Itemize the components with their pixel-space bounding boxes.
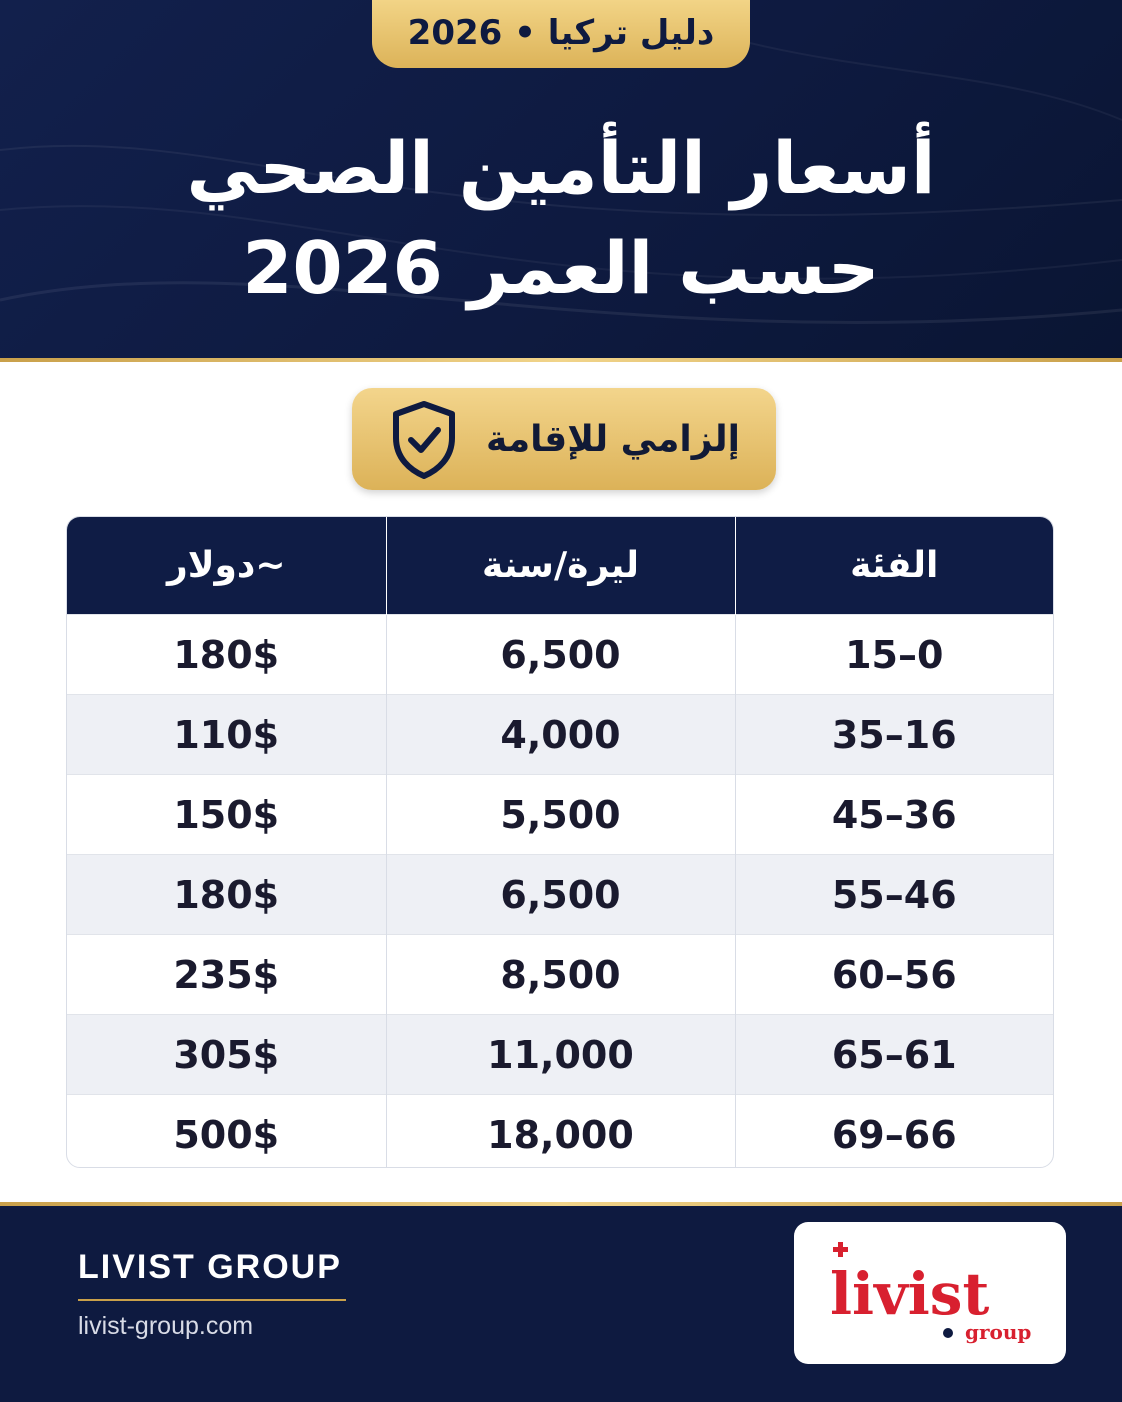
header-divider xyxy=(0,358,1122,362)
table-row xyxy=(67,855,1053,935)
brand-name: LIVIST GROUP xyxy=(78,1248,342,1286)
mandatory-residency-badge xyxy=(352,388,776,490)
table-row xyxy=(67,615,1053,695)
header-usd: ~دولار xyxy=(67,517,386,615)
header-banner xyxy=(0,0,1122,358)
website-link[interactable]: livist-group.com xyxy=(78,1312,254,1340)
header-age-group: الفئة xyxy=(735,517,1053,615)
logo-subtext: group xyxy=(965,1320,1032,1344)
usd-cell: 180$ xyxy=(67,855,386,935)
table-row xyxy=(67,1095,1053,1169)
age-cell: 56–60 xyxy=(735,935,1053,1015)
lira-cell: 8,500 xyxy=(386,935,735,1015)
lira-cell: 6,500 xyxy=(386,615,735,695)
table-header-row xyxy=(67,517,1053,615)
lira-cell: 5,500 xyxy=(386,775,735,855)
usd-cell: 500$ xyxy=(67,1095,386,1169)
header-lira-per-year: ليرة/سنة xyxy=(386,517,735,615)
lira-cell: 11,000 xyxy=(386,1015,735,1095)
lira-cell: 18,000 xyxy=(386,1095,735,1169)
age-cell: 0–15 xyxy=(735,615,1053,695)
table-row xyxy=(67,935,1053,1015)
table-row xyxy=(67,1015,1053,1095)
usd-cell: 150$ xyxy=(67,775,386,855)
shield-check-icon xyxy=(388,398,460,480)
age-cell: 46–55 xyxy=(735,855,1053,935)
price-table xyxy=(66,516,1054,1168)
lira-cell: 6,500 xyxy=(386,855,735,935)
logo-wordmark: livist xyxy=(830,1260,990,1328)
title-line-2: حسب العمر 2026 xyxy=(242,226,880,310)
usd-cell: 235$ xyxy=(67,935,386,1015)
livist-logo-mark xyxy=(794,1222,1066,1364)
usd-cell: 110$ xyxy=(67,695,386,775)
mandatory-label: إلزامي للإقامة xyxy=(486,418,740,460)
table-row xyxy=(67,775,1053,855)
page-title xyxy=(0,118,1122,318)
age-cell: 36–45 xyxy=(735,775,1053,855)
guide-year-badge: دليل تركيا • 2026 xyxy=(372,0,750,68)
livist-logo xyxy=(794,1222,1066,1364)
age-cell: 61–65 xyxy=(735,1015,1053,1095)
usd-cell: 305$ xyxy=(67,1015,386,1095)
title-line-1: أسعار التأمين الصحي xyxy=(186,126,936,210)
age-cell: 66–69 xyxy=(735,1095,1053,1169)
usd-cell: 180$ xyxy=(67,615,386,695)
brand-underline xyxy=(78,1299,346,1301)
age-cell: 16–35 xyxy=(735,695,1053,775)
table-row xyxy=(67,695,1053,775)
lira-cell: 4,000 xyxy=(386,695,735,775)
